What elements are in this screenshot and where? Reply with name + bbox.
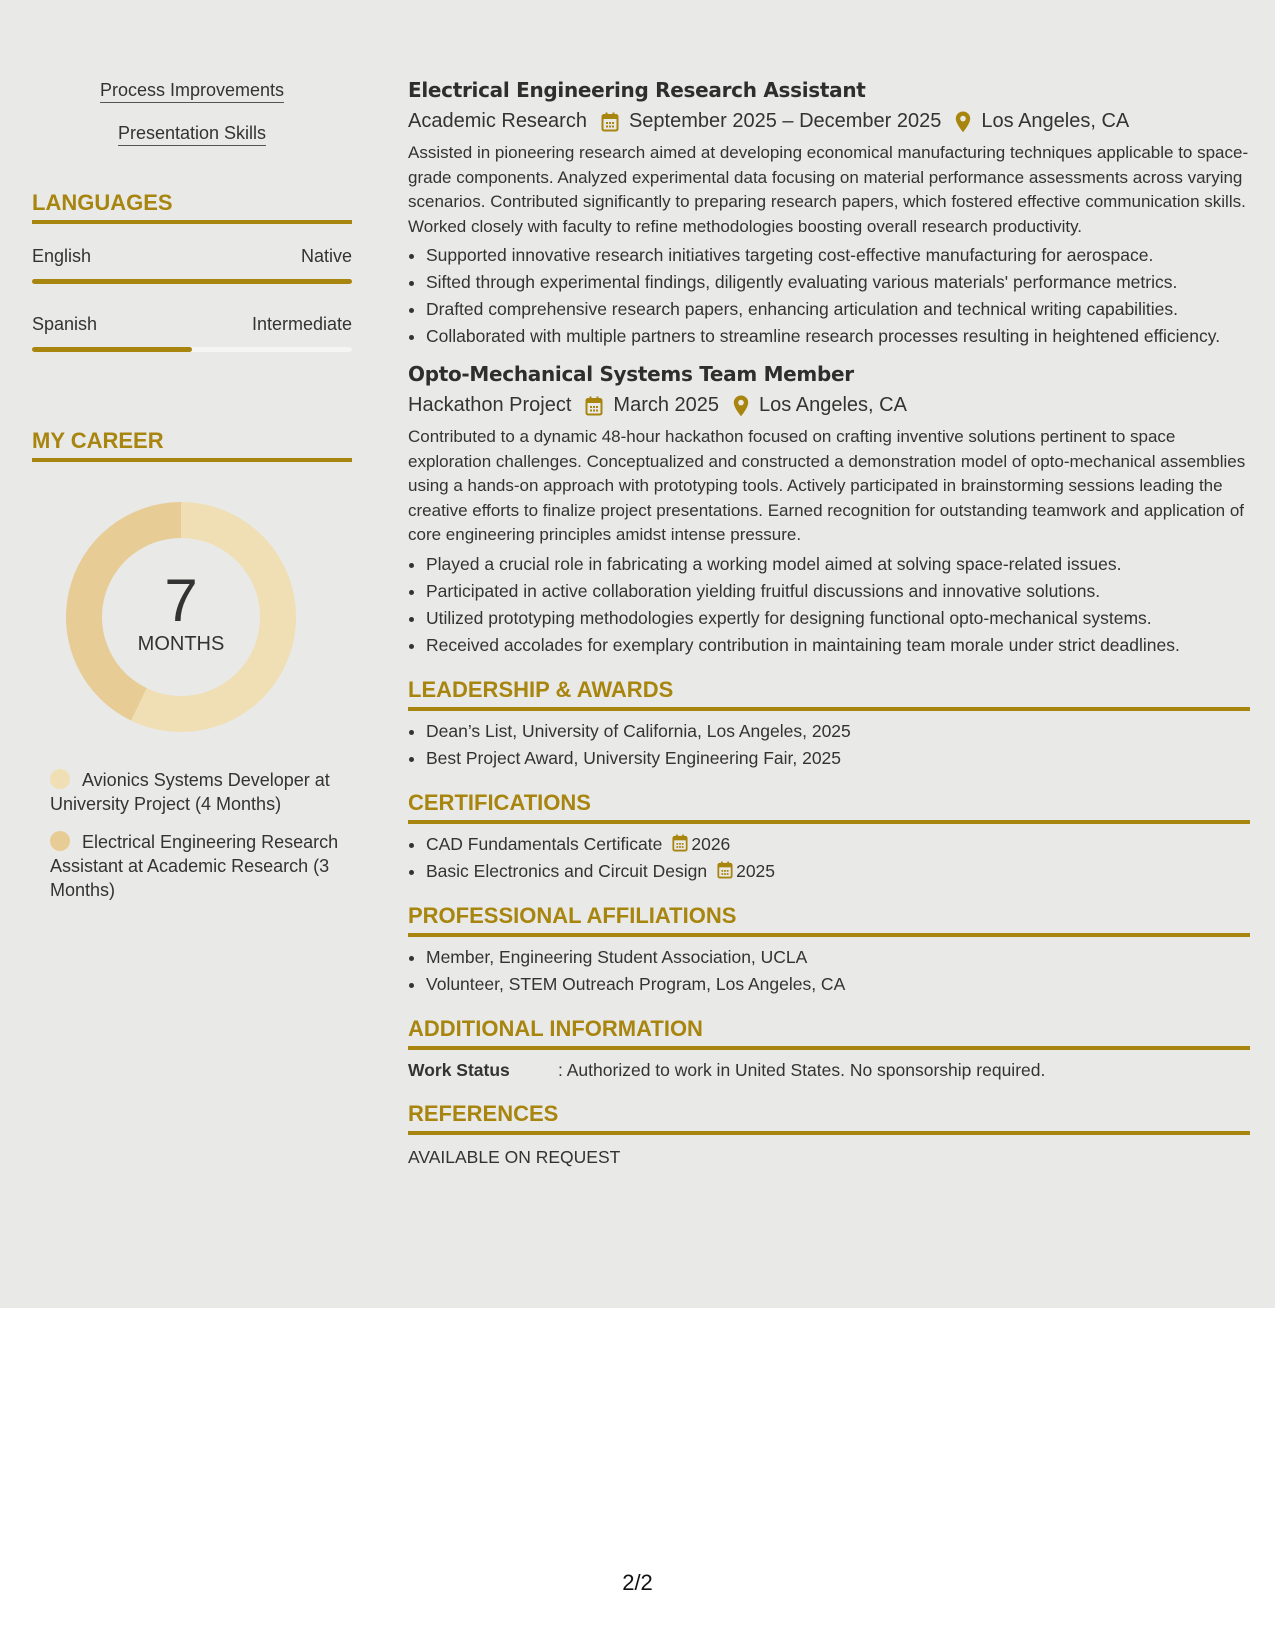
references-section xyxy=(408,1101,1250,1168)
leadership-title: LEADERSHIP & AWARDS xyxy=(408,677,1250,711)
certification-year: 2026 xyxy=(691,833,731,854)
certification-item xyxy=(426,859,1250,883)
job-bullets xyxy=(408,243,1250,348)
job-meta xyxy=(408,110,1250,133)
leadership-item: • Dean’s List, University of California, Los Angeles, 2025 xyxy=(426,719,1250,743)
career-section xyxy=(32,428,352,902)
affiliation-item: • Member, Engineering Student Association, UCLA xyxy=(426,945,1250,969)
certification-name: Basic Electronics and Circuit Design xyxy=(426,860,708,881)
job-location: Los Angeles, CA xyxy=(759,394,907,416)
languages-title: LANGUAGES xyxy=(32,190,352,224)
leadership-item: • Best Project Award, University Engineering Fair, 2025 xyxy=(426,746,1250,770)
language-item xyxy=(32,246,352,284)
bullet-item: • Utilized prototyping methodologies expertly for designing functional opto-mechanical systems. xyxy=(426,606,1250,630)
legend-label: Electrical Engineering Research Assistant at Academic Research (3 Months) xyxy=(50,832,339,900)
page-number: 2/2 xyxy=(622,1570,653,1595)
job-location: Los Angeles, CA xyxy=(981,110,1130,132)
certifications-title: CERTIFICATIONS xyxy=(408,790,1250,824)
languages-section xyxy=(32,190,352,352)
certification-name: CAD Fundamentals Certificate xyxy=(426,833,663,854)
job-title: Electrical Engineering Research Assistant xyxy=(408,78,866,102)
language-level: Native xyxy=(300,246,352,266)
references-title: REFERENCES xyxy=(408,1101,1250,1135)
certifications-section xyxy=(408,790,1250,883)
job-dates: March 2025 xyxy=(613,394,720,416)
job-description: Assisted in pioneering research aimed at developing economical manufacturing techniques applicable to space-grade components. Analyzed experimental data focusing on material performance assessments across varying scenarios. Contributed significantly to preparing research papers, which fostered effective communication skills. Worked closely with faculty to refine methodologies boosting overall research productivity. xyxy=(408,143,1249,236)
calendar-icon xyxy=(601,112,619,132)
affiliations-title: PROFESSIONAL AFFILIATIONS xyxy=(408,903,1250,937)
additional-info-title: ADDITIONAL INFORMATION xyxy=(408,1016,1250,1050)
bullet-item: • Sifted through experimental findings, diligently evaluating various materials' performance metrics. xyxy=(426,270,1250,294)
language-bar xyxy=(32,347,352,352)
experience-entry xyxy=(408,78,1250,348)
language-bar xyxy=(32,279,352,284)
bullet-item: • Drafted comprehensive research papers, enhancing articulation and technical writing capabilities. xyxy=(426,297,1250,321)
career-total-months: 7 xyxy=(164,566,198,634)
work-status-value: : Authorized to work in United States. No sponsorship required. xyxy=(558,1059,1046,1080)
language-bar-fill xyxy=(32,347,192,352)
bullet-item: • Participated in active collaboration yielding fruitful discussions and innovative solutions. xyxy=(426,579,1250,603)
language-item xyxy=(32,314,352,352)
job-company: Academic Research xyxy=(408,110,587,132)
legend-item xyxy=(50,830,340,902)
right-column xyxy=(408,78,1250,1168)
skills-list xyxy=(32,80,352,146)
job-title: Opto-Mechanical Systems Team Member xyxy=(408,362,854,386)
language-name: Spanish xyxy=(32,314,98,334)
job-company: Hackathon Project xyxy=(408,394,572,416)
leadership-section xyxy=(408,677,1250,770)
career-legend xyxy=(50,768,340,902)
skill-item[interactable]: Presentation Skills xyxy=(118,123,266,146)
additional-info-section xyxy=(408,1016,1250,1081)
affiliations-list xyxy=(408,945,1250,996)
skill-item[interactable]: Process Improvements xyxy=(100,80,284,103)
language-bar-fill xyxy=(32,279,352,284)
calendar-icon xyxy=(672,834,688,852)
certification-item xyxy=(426,832,1250,856)
experience-entry xyxy=(408,362,1250,657)
references-text: AVAILABLE ON REQUEST xyxy=(408,1146,621,1167)
affiliations-section xyxy=(408,903,1250,996)
certification-year: 2025 xyxy=(736,860,776,881)
affiliation-item: • Volunteer, STEM Outreach Program, Los Angeles, CA xyxy=(426,972,1250,996)
certifications-list xyxy=(408,832,1250,883)
left-column xyxy=(32,80,352,916)
calendar-icon xyxy=(585,396,603,416)
work-status-row xyxy=(408,1060,1250,1081)
work-status-label: Work Status xyxy=(408,1059,510,1080)
legend-item xyxy=(50,768,340,816)
bullet-item: • Played a crucial role in fabricating a working model aimed at solving space-related issues. xyxy=(426,552,1250,576)
bullet-item: • Collaborated with multiple partners to streamline research processes resulting in heightened efficiency. xyxy=(426,324,1250,348)
bullet-item: • Received accolades for exemplary contribution in maintaining team morale under strict deadlines. xyxy=(426,633,1250,657)
job-dates: September 2025 – December 2025 xyxy=(628,110,942,132)
location-pin-icon xyxy=(733,395,749,417)
job-meta xyxy=(408,394,1250,417)
language-name: English xyxy=(32,246,92,266)
location-pin-icon xyxy=(955,111,971,133)
job-bullets xyxy=(408,552,1250,657)
career-title: MY CAREER xyxy=(32,428,352,462)
leadership-list xyxy=(408,719,1250,770)
language-level: Intermediate xyxy=(251,314,352,334)
bullet-item: • Supported innovative research initiatives targeting cost-effective manufacturing for aerospace. xyxy=(426,243,1250,267)
legend-dot xyxy=(50,831,70,851)
career-donut-chart xyxy=(66,502,296,732)
career-unit-label: MONTHS xyxy=(137,632,225,655)
legend-dot xyxy=(50,769,70,789)
calendar-icon xyxy=(717,861,733,879)
job-description: Contributed to a dynamic 48-hour hackathon focused on crafting inventive solutions pertinent to space exploration challenges. Conceptualized and constructed a demonstration model of opto-mechanical assemblies using a hands-on approach with prototyping tools. Actively participated in brainstorming sessions leading the creative efforts to finalize project presentations. Earned recognition for outstanding teamwork and application of core engineering principles amidst intense pressure. xyxy=(408,427,1246,544)
legend-label: Avionics Systems Developer at University Project (4 Months) xyxy=(50,770,330,814)
